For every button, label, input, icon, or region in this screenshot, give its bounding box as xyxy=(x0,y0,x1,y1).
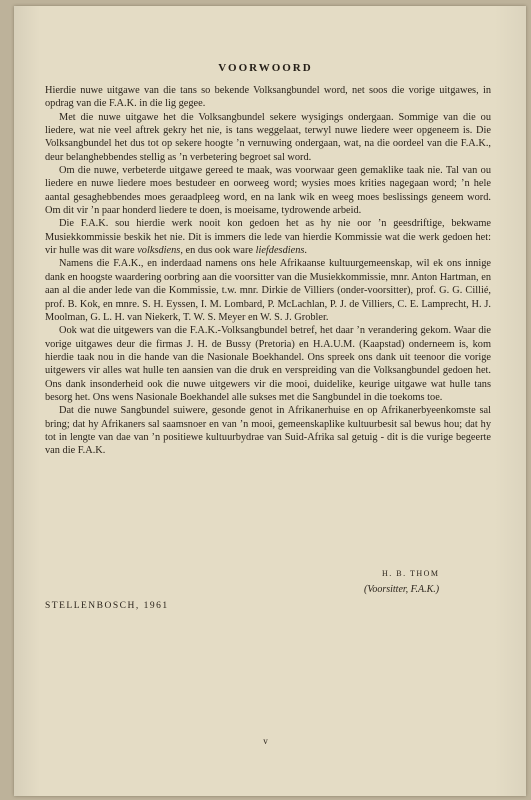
text-run: Om die nuwe, verbeterde uitgawe gereed te maak, was voorwaar geen gemaklike taak nie. Tal van ou liedere en nuwe liedere moes bestudeer en oorweeg word; wysies moes krities nagegaan word; ’n hele aantal gesaghebbendes moes geraadpleeg word, en na lank wik en weeg moes beslissings geneem word. Om dit vir ’n paar honderd liedere te doen, is moeisame, tydrowende arbeid. xyxy=(45,165,491,217)
text-run: Dat die nuwe Sangbundel suiwere, gesonde genot in Afrikanerhuise en op Afrikanerbyeenkomste sal bring; dat hy Afrikaners sal saamsnoer en van ’n mooi, gemeenskaplike kultuurbesit sal bewus hou; dat hy tot in lengte van dae van ’n positiewe kultuurbydrae van Suid-Afrika sal getuig - dit is die vurige begeerte van die F.A.K. xyxy=(45,405,491,457)
place-and-date: STELLENBOSCH, 1961 xyxy=(45,601,169,611)
text-run: Hierdie nuwe uitgawe van die tans so bekende Volksangbundel word, net soos die vorige uitgawes, in opdrag van die F.A.K. in die lig gegee. xyxy=(45,85,491,110)
paragraph xyxy=(45,217,491,257)
paragraph xyxy=(45,164,491,217)
italic-run: liefdesdiens xyxy=(255,245,305,257)
paragraph xyxy=(45,404,491,457)
paragraph xyxy=(45,111,491,164)
paragraph xyxy=(45,324,491,404)
text-run: . xyxy=(304,245,308,257)
italic-run: volksdiens xyxy=(137,245,181,257)
text-run: , en dus ook ware xyxy=(180,245,256,257)
page-heading: VOORWOORD xyxy=(218,62,313,74)
paragraph xyxy=(45,84,491,111)
text-run: Met die nuwe uitgawe het die Volksangbundel sekere wysigings ondergaan. Sommige van die ou liedere, wat nie veel aftrek gekry het nie, is tans weggelaat, terwyl nuwe liedere weer opgeneem is. Die Volksangbundel het dus tot op sekere hoogte ’n vernuwing ondergaan, wat, na die oordeel van die F.A.K., deur belanghebbendes stellig as ’n verbetering begroet sal word. xyxy=(45,111,491,163)
paragraph xyxy=(45,257,491,324)
page-number: v xyxy=(263,736,268,746)
text-run: Die F.A.K. sou hierdie werk nooit kon gedoen het as hy nie oor ’n geesdriftige, bekwame Musiekkommissie beskik het nie. Dit is immers die lede van hierdie Kommissie wat die werk gedoen het: vir hulle was dit ware xyxy=(45,218,491,257)
foreword-body xyxy=(45,84,491,458)
text-run: Ook wat die uitgewers van die F.A.K.-Volksangbundel betref, het daar ’n verandering gekom. Waar die vorige uitgawes deur die firmas J. H. de Bussy (Pretoria) en H.A.U.M. (Kaapstad) onderneem is, kom hierdie taak nou in die hande van die Nasionale Boekhandel. Ons spreek ons dank uit teenoor die vorige uitgewers vir alles wat hulle ten aansien van die druk en verspreiding van die Volksangbundel gedoen het. Ons dank insonderheid ook die nuwe uitgewers vir die mooi, duidelike, keurige uitgawe wat hulle tans besorg het. Ons wens Nasionale Boekhandel alle sukses met die Sangbundel in die toekoms toe. xyxy=(45,325,491,403)
text-run: Namens die F.A.K., en inderdaad namens ons hele Afrikaanse kultuurgemeenskap, wil ek ons innige dank en hoogste waardering oorbring aan die voorsitter van die Musiekkommissie, mnr. Anton Hartman, en aan al die ander lede van die Kommissie, t.w. mnr. Dirkie de Villiers (onder-voorsitter), prof. G. G. Cillié, prof. B. Kok, en mnre. S. H. Eyssen, I. M. Lombard, P. McLachlan, P. J. de Villiers, C. E. Lamprecht, H. J. Moolman, G. L. H. van Niekerk, T. W. S. Meyer en W. S. J. Grobler. xyxy=(45,258,491,323)
signatory-role: (Voorsitter, F.A.K.) xyxy=(364,584,440,595)
signatory-name: H. B. THOM xyxy=(382,569,440,578)
